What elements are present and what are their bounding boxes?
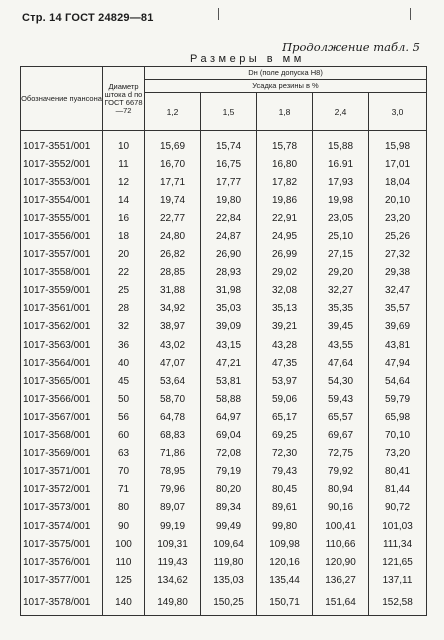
dn-value-cell: 24,95 [257,227,313,245]
dn-value-cell: 35,13 [257,300,313,318]
dn-value-cell: 134,62 [145,571,201,589]
header-shrinkage: Усадка резины в % [145,80,427,93]
dn-value-cell: 19,86 [257,191,313,209]
dn-value-cell: 35,57 [369,300,427,318]
dn-value-cell: 39,09 [201,318,257,336]
diameter-cell: 90 [103,517,145,535]
header-shrinkage-value: 3,0 [369,93,427,131]
dn-value-cell: 100,41 [313,517,369,535]
dn-value-cell: 54,30 [313,372,369,390]
dn-value-cell: 120,90 [313,553,369,571]
designation-cell: 1017-3552/001 [21,155,103,173]
header-dn: Dн (поле допуска H8) [145,67,427,80]
diameter-cell: 125 [103,571,145,589]
dimensions-table [20,66,427,616]
dn-value-cell: 32,27 [313,282,369,300]
dn-value-cell: 43,15 [201,336,257,354]
table-row [21,481,427,499]
diameter-cell: 100 [103,535,145,553]
dn-value-cell: 72,08 [201,445,257,463]
dn-value-cell: 53,81 [201,372,257,390]
table-row [21,300,427,318]
dn-value-cell: 79,92 [313,463,369,481]
dn-value-cell: 17,93 [313,173,369,191]
header-diameter: Диаметр штока d по ГОСТ 6678—72 [103,67,145,131]
table-row [21,390,427,408]
diameter-cell: 32 [103,318,145,336]
dn-value-cell: 80,94 [313,481,369,499]
table-row [21,571,427,589]
page-header: Стр. 14 ГОСТ 24829—81 [22,12,154,24]
dn-value-cell: 90,16 [313,499,369,517]
dn-value-cell: 27,15 [313,246,369,264]
dn-value-cell: 72,30 [257,445,313,463]
sizes-label: Размеры в мм [190,53,305,65]
diameter-cell: 11 [103,155,145,173]
diameter-cell: 63 [103,445,145,463]
dn-value-cell: 111,34 [369,535,427,553]
designation-cell: 1017-3565/001 [21,372,103,390]
dn-value-cell: 53,97 [257,372,313,390]
dn-value-cell: 137,11 [369,571,427,589]
dn-value-cell: 47,07 [145,354,201,372]
dn-value-cell: 18,04 [369,173,427,191]
table-row [21,131,427,156]
table-row [21,318,427,336]
dn-value-cell: 64,78 [145,408,201,426]
dn-value-cell: 120,16 [257,553,313,571]
dn-value-cell: 109,31 [145,535,201,553]
dn-value-cell: 89,07 [145,499,201,517]
dn-value-cell: 29,20 [313,264,369,282]
table-row [21,427,427,445]
dn-value-cell: 149,80 [145,589,201,616]
dn-value-cell: 32,08 [257,282,313,300]
table-row [21,463,427,481]
designation-cell: 1017-3573/001 [21,499,103,517]
table-row [21,282,427,300]
dn-value-cell: 15,88 [313,131,369,156]
diameter-cell: 28 [103,300,145,318]
dn-value-cell: 47,94 [369,354,427,372]
diameter-cell: 40 [103,354,145,372]
dn-value-cell: 71,86 [145,445,201,463]
dn-value-cell: 19,74 [145,191,201,209]
designation-cell: 1017-3576/001 [21,553,103,571]
header-shrinkage-value: 1,5 [201,93,257,131]
dn-value-cell: 22,84 [201,209,257,227]
dn-value-cell: 64,97 [201,408,257,426]
dn-value-cell: 35,35 [313,300,369,318]
dn-value-cell: 39,45 [313,318,369,336]
dn-value-cell: 43,81 [369,336,427,354]
dn-value-cell: 109,98 [257,535,313,553]
dn-value-cell: 17,77 [201,173,257,191]
dn-value-cell: 26,99 [257,246,313,264]
diameter-cell: 56 [103,408,145,426]
dn-value-cell: 43,02 [145,336,201,354]
table-row [21,246,427,264]
dn-value-cell: 150,71 [257,589,313,616]
dn-value-cell: 80,45 [257,481,313,499]
table-row [21,499,427,517]
dn-value-cell: 79,19 [201,463,257,481]
dn-value-cell: 20,10 [369,191,427,209]
dn-value-cell: 25,26 [369,227,427,245]
dn-value-cell: 136,27 [313,571,369,589]
dn-value-cell: 17,71 [145,173,201,191]
dn-value-cell: 81,44 [369,481,427,499]
dn-value-cell: 47,64 [313,354,369,372]
designation-cell: 1017-3577/001 [21,571,103,589]
dn-value-cell: 31,98 [201,282,257,300]
dn-value-cell: 79,96 [145,481,201,499]
dn-value-cell: 23,20 [369,209,427,227]
dn-value-cell: 16,75 [201,155,257,173]
dn-value-cell: 17,82 [257,173,313,191]
dn-value-cell: 47,21 [201,354,257,372]
dn-value-cell: 22,77 [145,209,201,227]
table-row [21,336,427,354]
dn-value-cell: 29,38 [369,264,427,282]
table-row [21,372,427,390]
diameter-cell: 22 [103,264,145,282]
header-designation: Обозначение пуансона [21,67,103,131]
table-row [21,517,427,535]
header-shrinkage-value: 1,8 [257,93,313,131]
designation-cell: 1017-3561/001 [21,300,103,318]
dn-value-cell: 19,80 [201,191,257,209]
dn-value-cell: 78,95 [145,463,201,481]
dn-value-cell: 59,79 [369,390,427,408]
dn-value-cell: 58,70 [145,390,201,408]
table-continuation: Продолжение табл. 5 [282,40,420,54]
designation-cell: 1017-3575/001 [21,535,103,553]
designation-cell: 1017-3574/001 [21,517,103,535]
diameter-cell: 36 [103,336,145,354]
diameter-cell: 71 [103,481,145,499]
table-row [21,155,427,173]
dn-value-cell: 135,44 [257,571,313,589]
diameter-cell: 18 [103,227,145,245]
dn-value-cell: 28,85 [145,264,201,282]
dn-value-cell: 43,28 [257,336,313,354]
diameter-cell: 10 [103,131,145,156]
table-row [21,553,427,571]
dn-value-cell: 99,80 [257,517,313,535]
dn-value-cell: 151,64 [313,589,369,616]
dn-value-cell: 73,20 [369,445,427,463]
dn-value-cell: 70,10 [369,427,427,445]
dn-value-cell: 23,05 [313,209,369,227]
designation-cell: 1017-3571/001 [21,463,103,481]
designation-cell: 1017-3555/001 [21,209,103,227]
dn-value-cell: 59,43 [313,390,369,408]
dn-value-cell: 109,64 [201,535,257,553]
table-row [21,264,427,282]
diameter-cell: 70 [103,463,145,481]
table-row [21,209,427,227]
designation-cell: 1017-3551/001 [21,131,103,156]
dn-value-cell: 16,80 [257,155,313,173]
dn-value-cell: 53,64 [145,372,201,390]
dn-value-cell: 152,58 [369,589,427,616]
dn-value-cell: 24,87 [201,227,257,245]
designation-cell: 1017-3564/001 [21,354,103,372]
designation-cell: 1017-3559/001 [21,282,103,300]
table-row [21,535,427,553]
designation-cell: 1017-3568/001 [21,427,103,445]
dn-value-cell: 99,49 [201,517,257,535]
dn-value-cell: 32,47 [369,282,427,300]
dn-value-cell: 59,06 [257,390,313,408]
dn-value-cell: 15,74 [201,131,257,156]
dn-value-cell: 16,70 [145,155,201,173]
dn-value-cell: 27,32 [369,246,427,264]
dn-value-cell: 26,82 [145,246,201,264]
diameter-cell: 12 [103,173,145,191]
header-shrinkage-value: 2,4 [313,93,369,131]
table-body [21,131,427,616]
dn-value-cell: 69,04 [201,427,257,445]
dn-value-cell: 65,98 [369,408,427,426]
dn-value-cell: 26,90 [201,246,257,264]
diameter-cell: 140 [103,589,145,616]
dn-value-cell: 68,83 [145,427,201,445]
dn-value-cell: 15,98 [369,131,427,156]
designation-cell: 1017-3554/001 [21,191,103,209]
table-row [21,445,427,463]
designation-cell: 1017-3563/001 [21,336,103,354]
designation-cell: 1017-3553/001 [21,173,103,191]
dn-value-cell: 39,21 [257,318,313,336]
table-row [21,354,427,372]
dn-value-cell: 24,80 [145,227,201,245]
table-row [21,173,427,191]
dn-value-cell: 22,91 [257,209,313,227]
designation-cell: 1017-3562/001 [21,318,103,336]
dn-value-cell: 89,61 [257,499,313,517]
dn-value-cell: 110,66 [313,535,369,553]
table-row [21,227,427,245]
diameter-cell: 20 [103,246,145,264]
dn-value-cell: 34,92 [145,300,201,318]
designation-cell: 1017-3567/001 [21,408,103,426]
designation-cell: 1017-3566/001 [21,390,103,408]
designation-cell: 1017-3569/001 [21,445,103,463]
designation-cell: 1017-3558/001 [21,264,103,282]
designation-cell: 1017-3556/001 [21,227,103,245]
dn-value-cell: 80,20 [201,481,257,499]
dn-value-cell: 54,64 [369,372,427,390]
header-shrinkage-value: 1,2 [145,93,201,131]
table-row [21,408,427,426]
dn-value-cell: 90,72 [369,499,427,517]
diameter-cell: 25 [103,282,145,300]
dn-value-cell: 19,98 [313,191,369,209]
dn-value-cell: 35,03 [201,300,257,318]
dn-value-cell: 31,88 [145,282,201,300]
diameter-cell: 80 [103,499,145,517]
table-row [21,589,427,616]
dn-value-cell: 119,80 [201,553,257,571]
dn-value-cell: 79,43 [257,463,313,481]
dn-value-cell: 16.91 [313,155,369,173]
dn-value-cell: 80,41 [369,463,427,481]
dn-value-cell: 43,55 [313,336,369,354]
dn-value-cell: 135,03 [201,571,257,589]
dn-value-cell: 89,34 [201,499,257,517]
dn-value-cell: 65,17 [257,408,313,426]
dn-value-cell: 47,35 [257,354,313,372]
diameter-cell: 16 [103,209,145,227]
dn-value-cell: 69,25 [257,427,313,445]
dn-value-cell: 39,69 [369,318,427,336]
dn-value-cell: 69,67 [313,427,369,445]
dn-value-cell: 99,19 [145,517,201,535]
diameter-cell: 45 [103,372,145,390]
dn-value-cell: 72,75 [313,445,369,463]
dn-value-cell: 15,78 [257,131,313,156]
dn-value-cell: 119,43 [145,553,201,571]
dn-value-cell: 25,10 [313,227,369,245]
dn-value-cell: 121,65 [369,553,427,571]
dn-value-cell: 101,03 [369,517,427,535]
table-row [21,191,427,209]
dn-value-cell: 65,57 [313,408,369,426]
dn-value-cell: 150,25 [201,589,257,616]
diameter-cell: 14 [103,191,145,209]
dn-value-cell: 28,93 [201,264,257,282]
diameter-cell: 60 [103,427,145,445]
diameter-cell: 50 [103,390,145,408]
dn-value-cell: 38,97 [145,318,201,336]
dn-value-cell: 15,69 [145,131,201,156]
designation-cell: 1017-3557/001 [21,246,103,264]
dn-value-cell: 17,01 [369,155,427,173]
designation-cell: 1017-3572/001 [21,481,103,499]
dn-value-cell: 58,88 [201,390,257,408]
diameter-cell: 110 [103,553,145,571]
designation-cell: 1017-3578/001 [21,589,103,616]
dn-value-cell: 29,02 [257,264,313,282]
edge-mark [218,8,219,20]
edge-mark [410,8,411,20]
